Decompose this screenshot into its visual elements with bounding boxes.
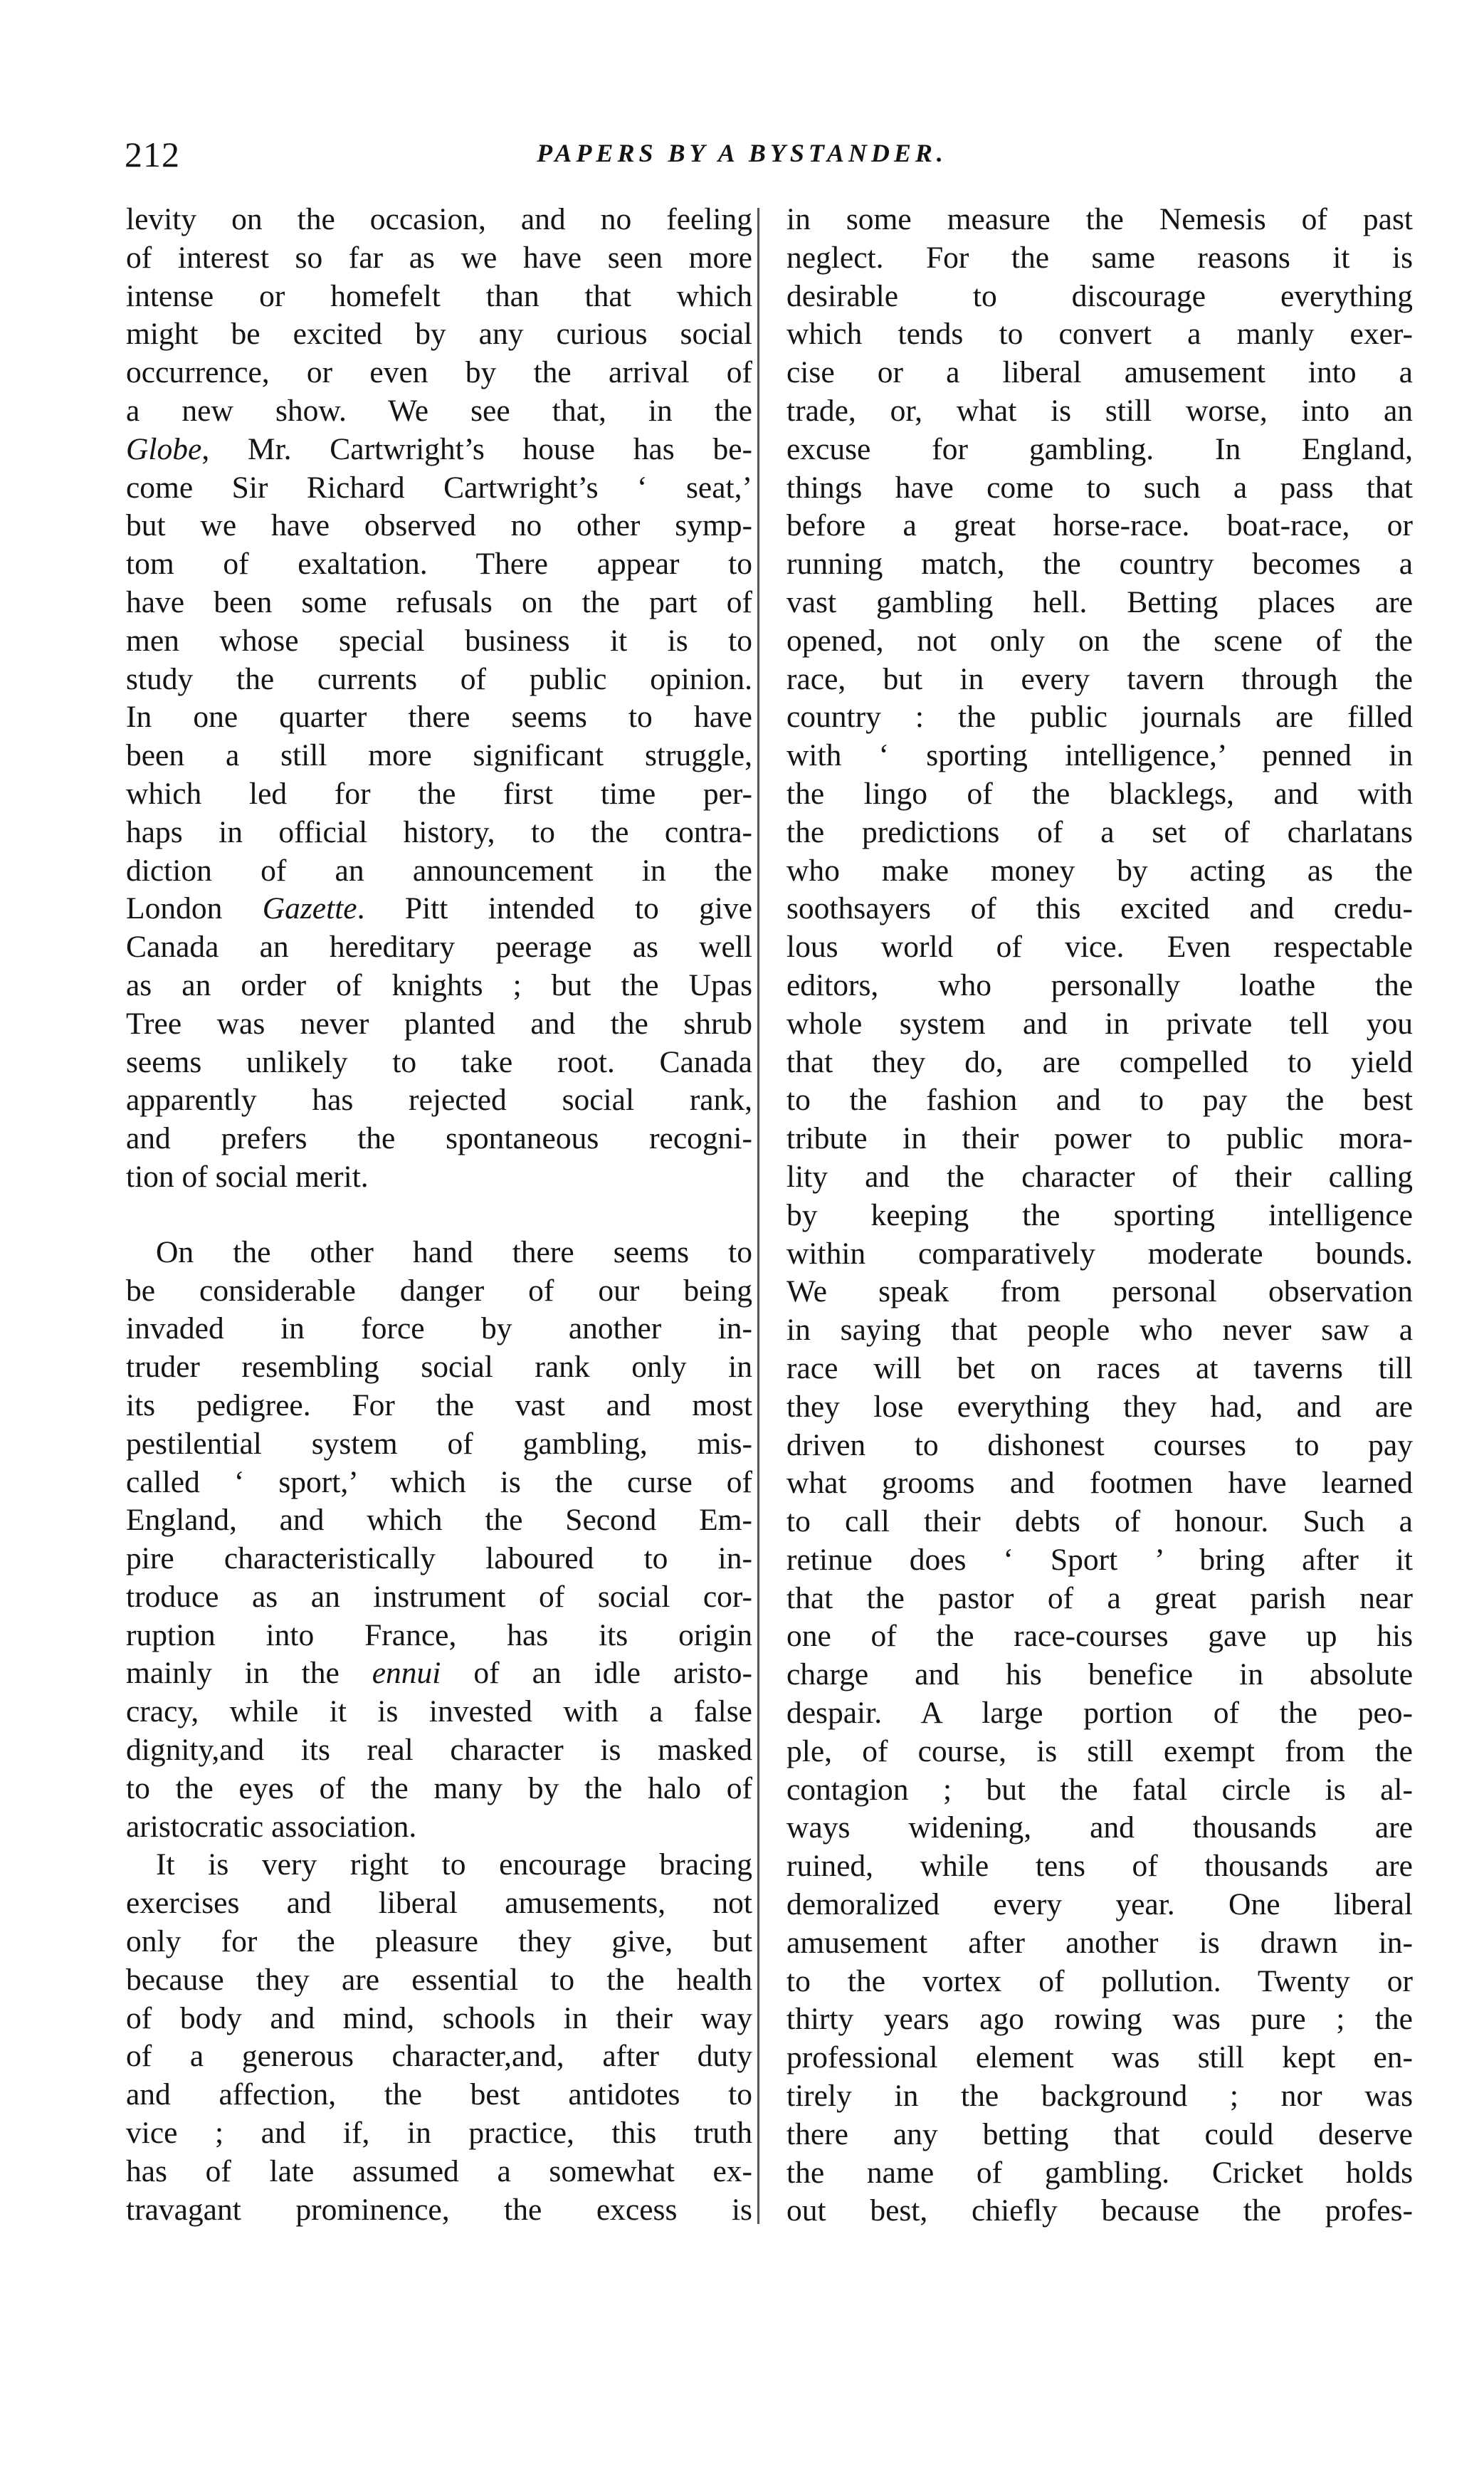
text-line: dignity,and its real character is masked — [126, 1733, 752, 1768]
text-line: race, but in every tavern through the — [786, 661, 1413, 696]
text-line: editors, who personally loathe the — [786, 967, 1413, 1002]
text-line: exercises and liberal amusements, not — [126, 1886, 752, 1921]
text-line: apparently has rejected social rank, — [126, 1083, 752, 1118]
text-line: thirty years ago rowing was pure ; the — [786, 2002, 1413, 2037]
text-line: despair. A large portion of the peo- — [786, 1696, 1413, 1731]
text-line: On the other hand there seems to — [156, 1234, 752, 1269]
text-line: be considerable danger of our being — [126, 1273, 752, 1308]
text-line: ruined, while tens of thousands are — [786, 1849, 1413, 1884]
text-line: diction of an announcement in the — [126, 853, 752, 888]
text-line: tion of social merit. — [126, 1159, 369, 1194]
text-line: trade, or, what is still worse, into an — [786, 393, 1413, 428]
text-line: Canada an hereditary peerage as well — [126, 930, 752, 965]
text-line: running match, the country becomes a — [786, 547, 1413, 582]
text-line: that the pastor of a great parish near — [786, 1580, 1413, 1615]
text-line: amusement after another is drawn in- — [786, 1925, 1413, 1960]
italic-text: Gazette — [262, 891, 357, 926]
text-line: a new show. We see that, in the — [126, 393, 752, 428]
text-line: ple, of course, is still exempt from the — [786, 1733, 1413, 1768]
text-line: things have come to such a pass that — [786, 470, 1413, 505]
text-line: country : the public journals are filled — [786, 700, 1413, 735]
text-line: the name of gambling. Cricket holds — [786, 2155, 1413, 2190]
text-line: occurrence, or even by the arrival of — [126, 355, 752, 390]
text-line: It is very right to encourage bracing — [156, 1847, 752, 1882]
text-line: of interest so far as we have seen more — [126, 240, 752, 275]
text-line: the lingo of the blacklegs, and with — [786, 776, 1413, 811]
text-line: levity on the occasion, and no feeling — [126, 202, 752, 236]
text-line: haps in official history, to the contra- — [126, 814, 752, 849]
text-line: lity and the character of their calling — [786, 1159, 1413, 1194]
text-line — [126, 431, 752, 469]
text-line: come Sir Richard Cartwright’s ‘ seat,’ — [126, 470, 752, 505]
text-line: by keeping the sporting intelligence — [786, 1197, 1413, 1232]
text-line: intense or homefelt than that which — [126, 278, 752, 313]
text-line: but we have observed no other symp- — [126, 508, 752, 543]
text-line: troduce as an instrument of social cor- — [126, 1579, 752, 1614]
text-line: to call their debts of honour. Such a — [786, 1504, 1413, 1539]
text-line: study the currents of public opinion. — [126, 661, 752, 696]
text-line: contagion ; but the fatal circle is al- — [786, 1772, 1413, 1807]
text-segment: London — [126, 891, 263, 926]
text-line: and prefers the spontaneous recogni- — [126, 1121, 752, 1156]
text-line: have been some refusals on the part of — [126, 584, 752, 619]
text-line: which tends to convert a manly exer- — [786, 317, 1413, 352]
text-line: been a still more significant struggle, — [126, 738, 752, 773]
text-line: charge and his benefice in absolute — [786, 1657, 1413, 1692]
text-line — [126, 890, 752, 928]
text-line: desirable to discourage everything — [786, 278, 1413, 313]
text-line: professional element was still kept en- — [786, 2040, 1413, 2075]
text-line: within comparatively moderate bounds. — [786, 1236, 1413, 1271]
text-line: they lose everything they had, and are — [786, 1389, 1413, 1424]
text-line: might be excited by any curious social — [126, 317, 752, 352]
text-segment: mainly in the — [126, 1656, 372, 1691]
text-line: its pedigree. For the vast and most — [126, 1387, 752, 1422]
running-title: PAPERS BY A BYSTANDER. — [537, 139, 947, 167]
text-line: which led for the first time per- — [126, 776, 752, 811]
text-line: to the fashion and to pay the best — [786, 1083, 1413, 1118]
text-line: of a generous character,and, after duty — [126, 2039, 752, 2074]
text-line: as an order of knights ; but the Upas — [126, 967, 752, 1002]
text-line: race will bet on races at taverns till — [786, 1350, 1413, 1385]
text-line: driven to dishonest courses to pay — [786, 1427, 1413, 1462]
italic-text: Globe — [126, 431, 202, 466]
text-line: only for the pleasure they give, but — [126, 1924, 752, 1959]
text-line: whole system and in private tell you — [786, 1006, 1413, 1041]
text-line: truder resembling social rank only in — [126, 1350, 752, 1385]
text-line: demoralized every year. One liberal — [786, 1887, 1413, 1922]
text-line: before a great horse-race. boat-race, or — [786, 508, 1413, 543]
text-line: pire characteristically laboured to in- — [126, 1541, 752, 1576]
text-line: because they are essential to the health — [126, 1962, 752, 1997]
text-line: England, and which the Second Em- — [126, 1503, 752, 1538]
page-number: 212 — [125, 135, 180, 174]
text-line: retinue does ‘ Sport ’ bring after it — [786, 1542, 1413, 1577]
text-line: with ‘ sporting intelligence,’ penned in — [786, 738, 1413, 773]
text-line: lous world of vice. Even respectable — [786, 930, 1413, 965]
text-line: soothsayers of this excited and credu- — [786, 891, 1413, 926]
text-line: neglect. For the same reasons it is — [786, 240, 1413, 275]
paragraph-gap — [126, 1197, 752, 1234]
text-line: of body and mind, schools in their way — [126, 2000, 752, 2035]
text-line: called ‘ sport,’ which is the curse of — [126, 1464, 752, 1499]
text-line — [126, 1654, 752, 1693]
text-line: seems unlikely to take root. Canada — [126, 1044, 752, 1079]
text-line: has of late assumed a somewhat ex- — [126, 2154, 752, 2188]
text-line: in some measure the Nemesis of past — [786, 202, 1413, 236]
text-line: to the vortex of pollution. Twenty or — [786, 1963, 1413, 1998]
right-text-column — [786, 201, 1413, 2230]
text-line: In one quarter there seems to have — [126, 700, 752, 735]
text-line: travagant prominence, the excess is — [126, 2192, 752, 2227]
text-line: cise or a liberal amusement into a — [786, 355, 1413, 390]
text-line: vice ; and if, in practice, this truth — [126, 2116, 752, 2151]
italic-text: ennui — [372, 1656, 441, 1691]
text-line: out best, chiefly because the profes- — [786, 2193, 1413, 2228]
text-line: invaded in force by another in- — [126, 1311, 752, 1346]
text-line: there any betting that could deserve — [786, 2116, 1413, 2151]
text-line: what grooms and footmen have learned — [786, 1466, 1413, 1501]
text-line: ruption into France, has its origin — [126, 1617, 752, 1652]
column-divider — [757, 208, 759, 2224]
text-line: men whose special business it is to — [126, 623, 752, 658]
text-line: and affection, the best antidotes to — [126, 2077, 752, 2112]
text-line: to the eyes of the many by the halo of — [126, 1771, 752, 1805]
text-segment: , Mr. Cartwright’s house has be- — [201, 431, 752, 466]
text-line: excuse for gambling. In England, — [786, 431, 1413, 466]
text-line: that they do, are compelled to yield — [786, 1044, 1413, 1079]
text-line: tom of exaltation. There appear to — [126, 547, 752, 582]
text-line: We speak from personal observation — [786, 1274, 1413, 1309]
text-segment: . Pitt intended to give — [357, 891, 752, 926]
text-line: opened, not only on the scene of the — [786, 623, 1413, 658]
text-line: ways widening, and thousands are — [786, 1810, 1413, 1845]
text-segment: of an idle aristo- — [441, 1656, 752, 1691]
text-line: tribute in their power to public mora- — [786, 1121, 1413, 1156]
text-line: cracy, while it is invested with a false — [126, 1694, 752, 1729]
text-line: who make money by acting as the — [786, 853, 1413, 888]
page-header — [0, 134, 1484, 184]
text-line: aristocratic association. — [126, 1809, 417, 1844]
text-line: one of the race-courses gave up his — [786, 1619, 1413, 1654]
text-line: in saying that people who never saw a — [786, 1313, 1413, 1348]
text-line: pestilential system of gambling, mis- — [126, 1426, 752, 1461]
text-line: tirely in the background ; nor was — [786, 2079, 1413, 2114]
text-line: vast gambling hell. Betting places are — [786, 584, 1413, 619]
left-text-column — [126, 201, 752, 2229]
text-line: Tree was never planted and the shrub — [126, 1006, 752, 1041]
text-line: the predictions of a set of charlatans — [786, 814, 1413, 849]
